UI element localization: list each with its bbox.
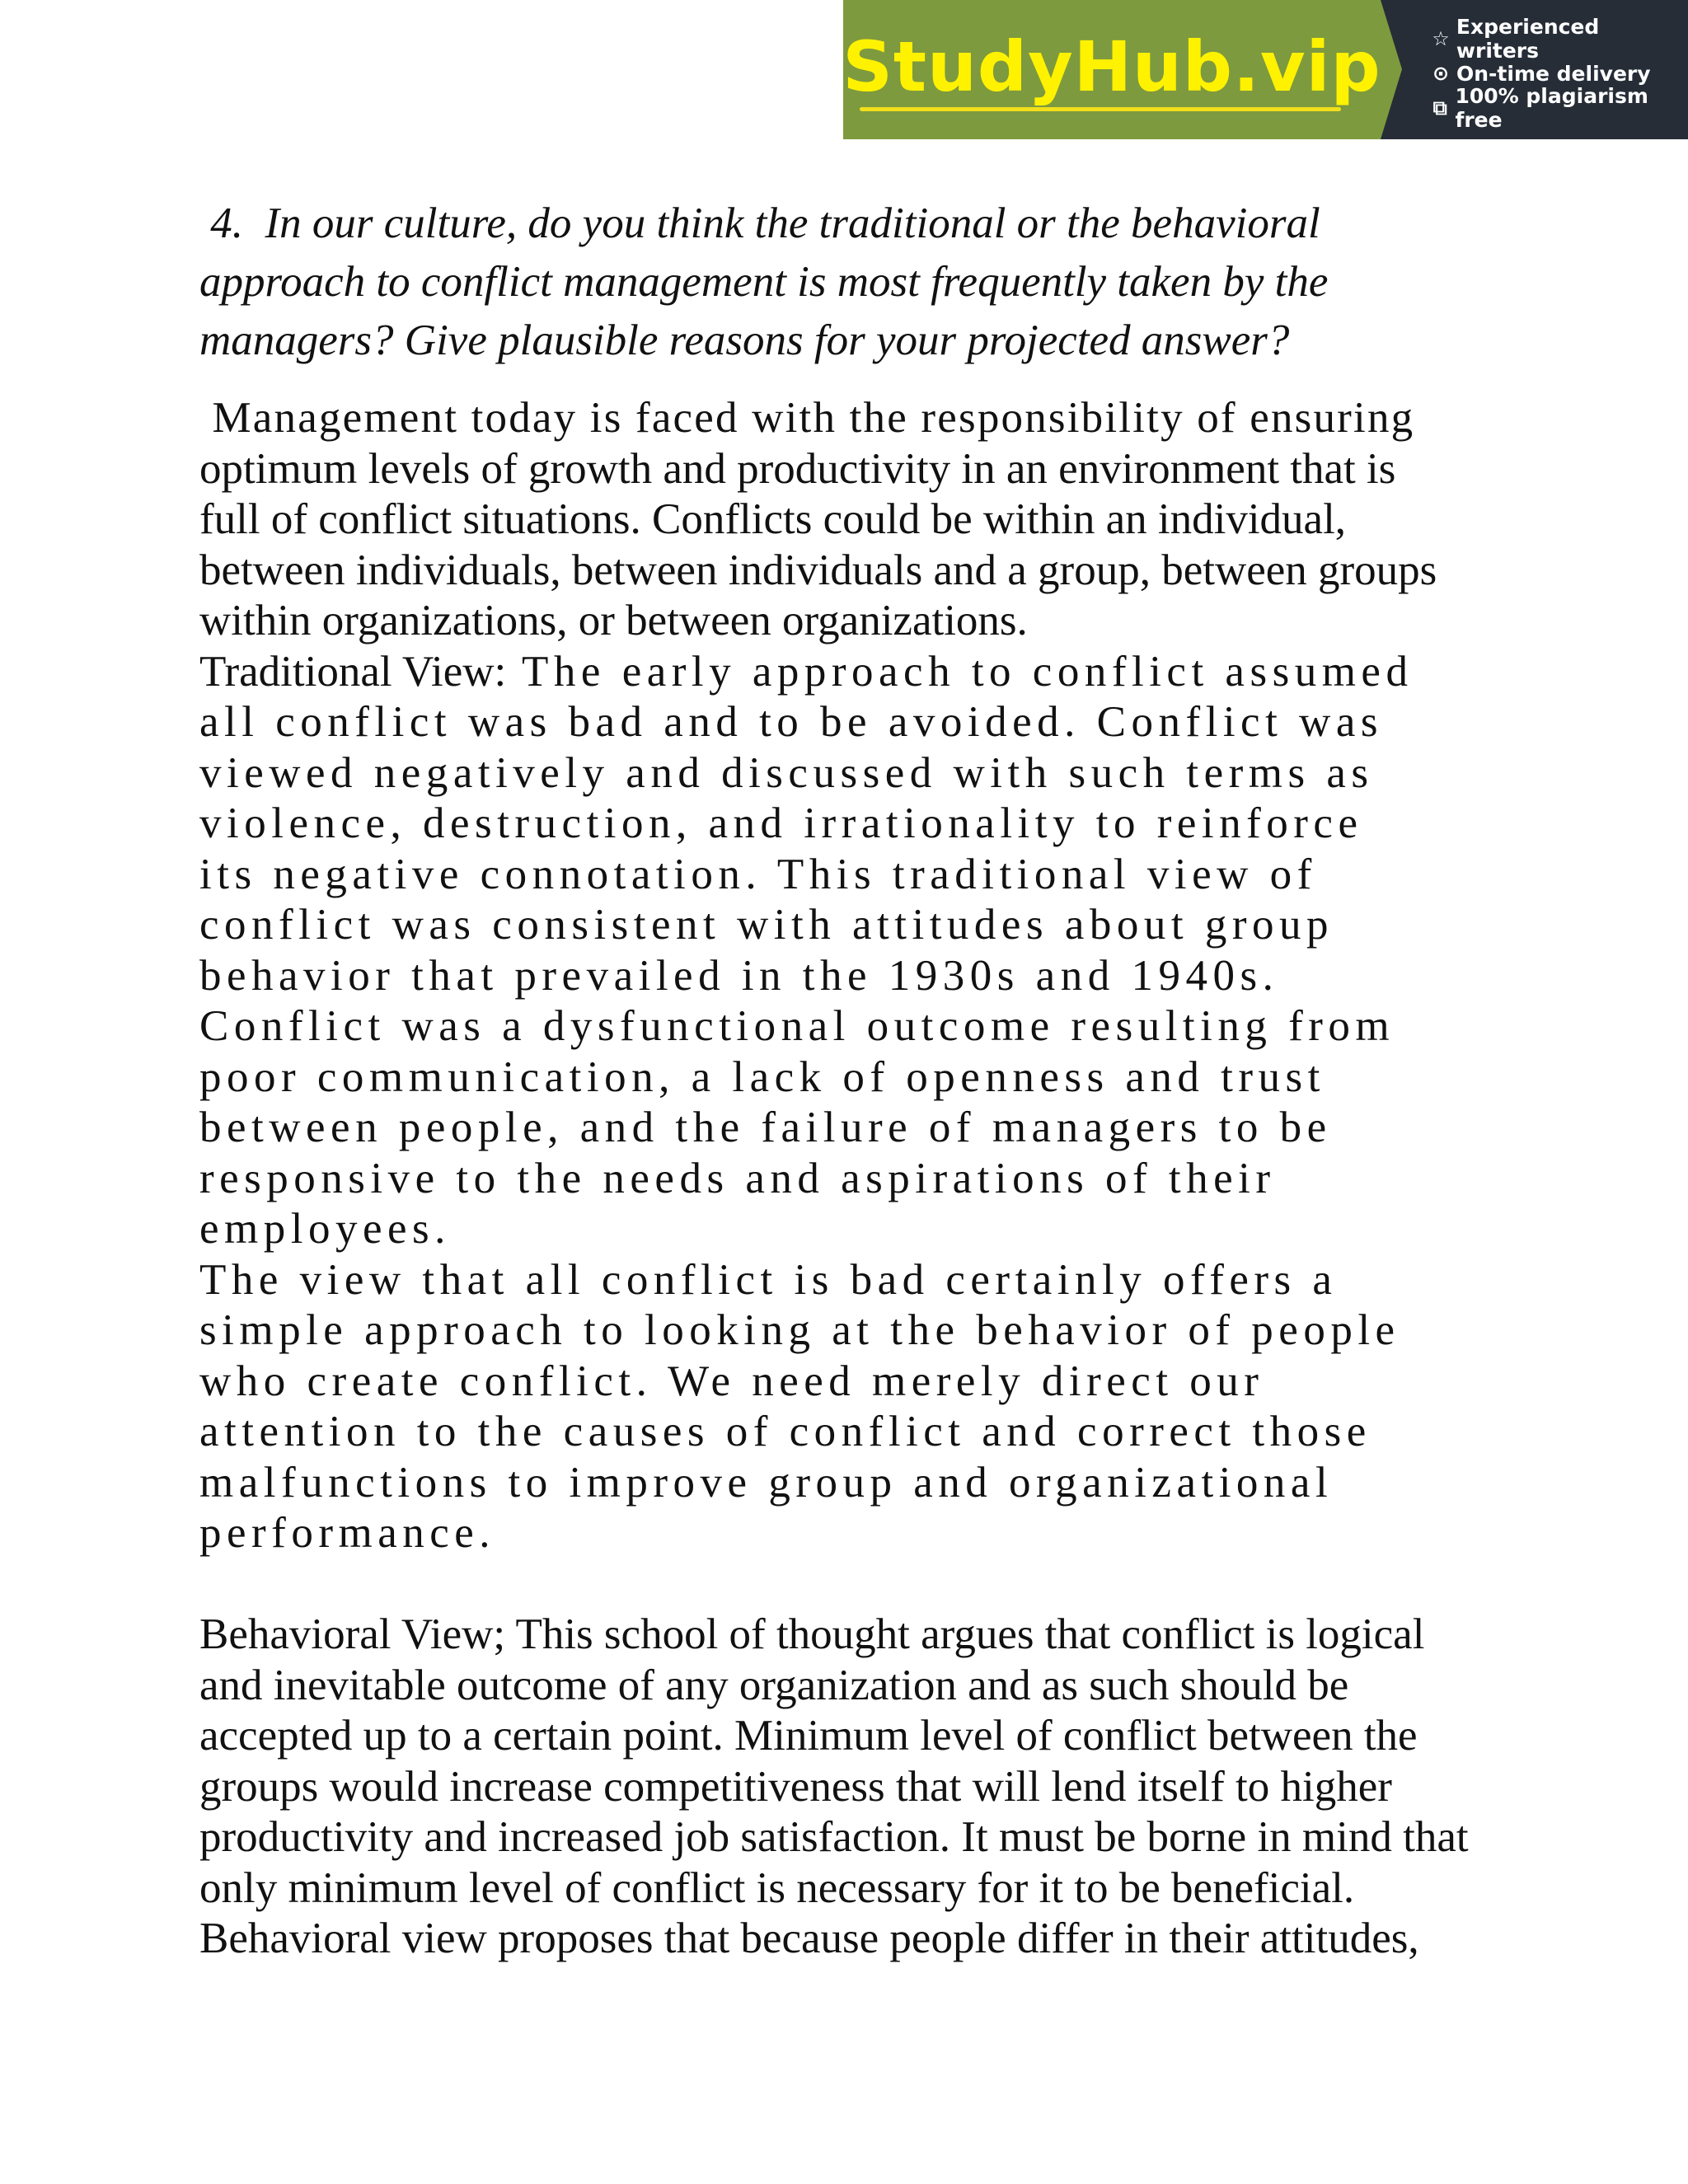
question-block	[199, 194, 1502, 370]
text-line: optimum levels of growth and productivity in an environment that is	[199, 444, 1396, 493]
document-body	[199, 194, 1502, 1965]
feature-plagiarism-free	[1430, 84, 1688, 132]
text-line: within organizations, or between organizations.	[199, 597, 1028, 644]
text-line: all conflict was bad and to be avoided. Conflict was	[199, 698, 1383, 746]
paragraph-spacer	[199, 1559, 1502, 1610]
text-line: full of conflict situations. Conflicts could be within an individual,	[199, 495, 1347, 543]
text-line	[199, 393, 1502, 444]
text-line: employees.	[199, 1205, 451, 1253]
text-line: Behavioral View; This school of thought argues that conflict is logical	[199, 1610, 1425, 1658]
traditional-view-paragraph	[199, 647, 1502, 1559]
traditional-view-label: Traditional View:	[199, 647, 507, 696]
text-line: and inevitable outcome of any organization and as such should be	[199, 1661, 1349, 1709]
text-line: violence, destruction, and irrationality to reinforce	[199, 799, 1363, 847]
studyhub-logo	[843, 0, 1381, 139]
behavioral-view-paragraph	[199, 1610, 1502, 1965]
logo-text: StudyHub.vip	[842, 26, 1381, 107]
clock-icon: ⊙	[1432, 62, 1450, 85]
text-line: conflict was consistent with attitudes about group	[199, 901, 1334, 949]
text-line: its negative connotation. This traditional view of	[199, 850, 1317, 898]
feature-label: 100% plagiarism free	[1455, 84, 1648, 132]
text-span: The early approach to conflict assumed	[506, 647, 1414, 696]
text-line: Conflict was a dysfunctional outcome resulting from	[199, 1002, 1395, 1050]
text-line: The view that all conflict is bad certainly offers a	[199, 1255, 1338, 1304]
text-line	[199, 647, 1502, 698]
text-line: poor communication, a lack of openness and trust	[199, 1052, 1325, 1101]
text-line: viewed negatively and discussed with such terms as	[199, 748, 1374, 797]
feature-experienced-writers	[1430, 15, 1688, 63]
text-line: malfunctions to improve group and organizational	[199, 1458, 1334, 1507]
intro-paragraph	[199, 393, 1502, 647]
feature-label: Experienced writers	[1456, 15, 1600, 63]
text-span: Management today is faced with the responsibility of ensuring	[199, 394, 1415, 442]
feature-label: On-time delivery	[1456, 61, 1651, 86]
text-line: performance.	[199, 1509, 496, 1557]
question-line: approach to conflict management is most frequently taken by the	[199, 258, 1329, 306]
banner-arrow-divider	[1381, 0, 1402, 139]
star-icon: ☆	[1432, 27, 1450, 50]
text-line: between people, and the failure of managers to be	[199, 1104, 1332, 1151]
question-line: 4. In our culture, do you think the traditional or the behavioral	[199, 199, 1320, 247]
text-line: behavior that prevailed in the 1930s and 1940s.	[199, 951, 1279, 1000]
text-line: between individuals, between individuals and a group, between groups	[199, 546, 1437, 594]
studyhub-banner[interactable]	[843, 0, 1688, 139]
text-line: simple approach to looking at the behavior of people	[199, 1306, 1400, 1354]
question-line: managers? Give plausible reasons for your projected answer?	[199, 316, 1290, 364]
copy-icon: ⧉	[1432, 96, 1447, 120]
banner-features	[1381, 0, 1688, 139]
text-line: attention to the causes of conflict and correct those	[199, 1408, 1372, 1455]
text-line: Behavioral view proposes that because people differ in their attitudes,	[199, 1915, 1419, 1962]
text-line: responsive to the needs and aspirations of their	[199, 1154, 1276, 1202]
text-line: who create conflict. We need merely direct our	[199, 1357, 1264, 1405]
text-line: only minimum level of conflict is necessary for it to be beneficial.	[199, 1863, 1355, 1912]
text-line: accepted up to a certain point. Minimum level of conflict between the	[199, 1712, 1418, 1760]
text-line: productivity and increased job satisfaction. It must be borne in mind that	[199, 1813, 1469, 1861]
text-line: groups would increase competitiveness that will lend itself to higher	[199, 1762, 1392, 1811]
